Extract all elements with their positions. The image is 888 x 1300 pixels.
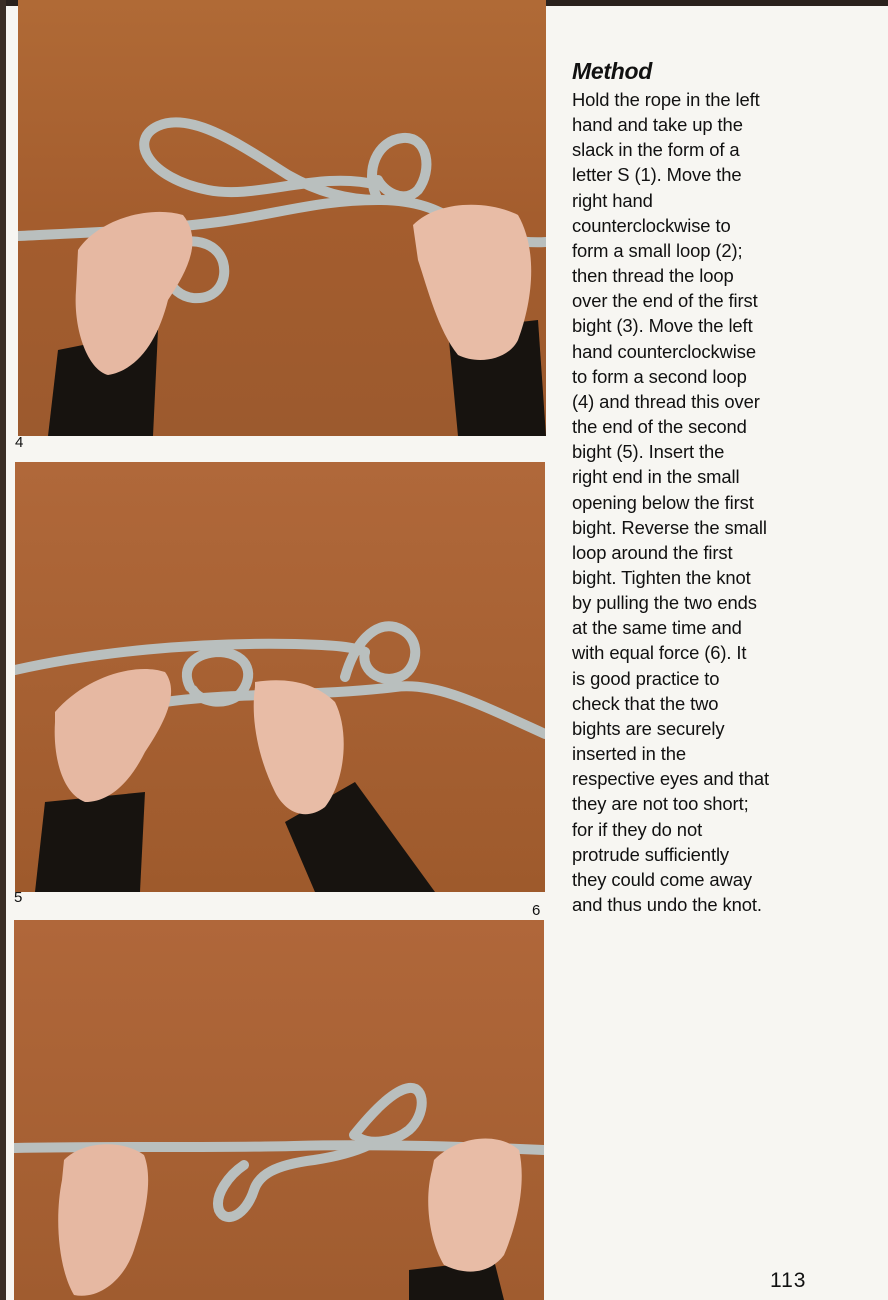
photo-step-6: [14, 920, 544, 1300]
photo-step-5: [15, 462, 545, 892]
method-heading: Method: [572, 58, 652, 84]
figure-label-5: 5: [14, 889, 23, 906]
left-sleeve: [35, 792, 145, 892]
photo-step-4: [18, 0, 546, 436]
method-text-column: [572, 58, 822, 917]
figure-label-6: 6: [532, 902, 541, 919]
method-body: Hold the rope in the left hand and take up the slack in the form of a letter S (1). Move the right hand counterclockwise to form a small loop (2); then thread the loop over the end of the first bight (3). Move the left hand counterclockwise to form a second loop (4) and thread this over the end of the second bight (5). Insert the right end in the small opening below the first bight. Reverse the small loop around the first bight. Tighten the knot by pulling the two ends at the same time and with equal force (6). It is good practice to check that the two bights are securely inserted in the respective eyes and that they are not too short; for if they do not protrude sufficiently they could come away and thus undo the knot.: [572, 89, 769, 915]
page-number: 113: [770, 1269, 807, 1292]
figure-label-4: 4: [15, 434, 24, 451]
page-left-edge: [0, 0, 6, 1300]
